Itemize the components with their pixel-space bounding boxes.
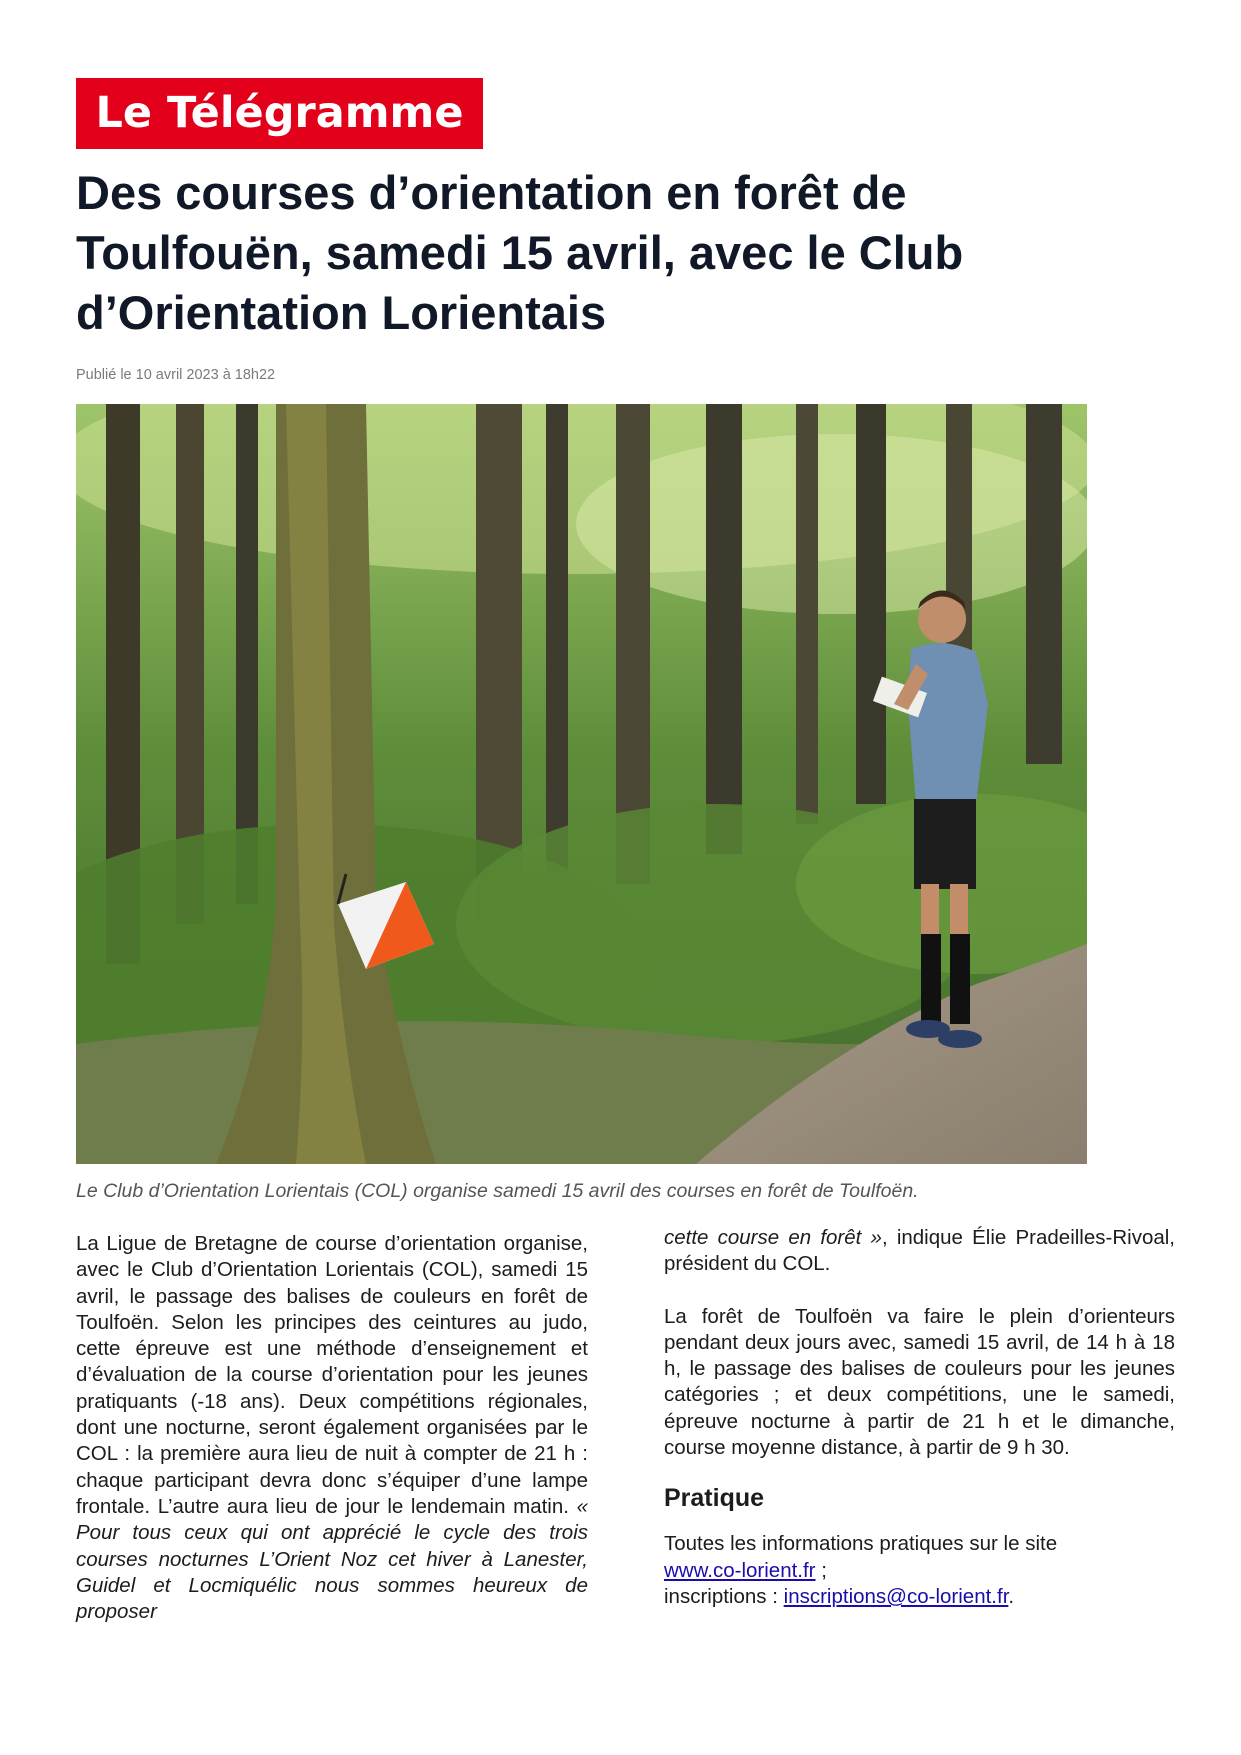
intro-paragraph (76, 1231, 588, 1625)
publish-date: Publié le 10 avril 2023 à 18h22 (76, 367, 276, 383)
article-column-left (76, 1231, 588, 1625)
article-photo (76, 404, 1087, 1164)
website-link[interactable]: www.co-lorient.fr (664, 1558, 816, 1582)
brand-logo[interactable]: Le Télégramme (76, 78, 483, 149)
email-link[interactable]: inscriptions@co-lorient.fr (783, 1584, 1009, 1608)
quote-continuation (664, 1225, 1175, 1278)
email-suffix: . (1008, 1584, 1015, 1608)
quote-part-2: cette course en forêt » (664, 1226, 882, 1249)
practical-text: Toutes les informations pratiques sur le site (664, 1532, 1058, 1556)
article-column-right (664, 1225, 1175, 1610)
intro-text: La Ligue de Bretagne de course d’orientation organise, avec le Club d’Orientation Lorientais (COL), samedi 15 avril, le passage des balises de couleurs en forêt de Toulfoën. Selon les principes des ceintures au judo, cette épreuve est une méthode d’enseignement et d’évaluation de la course d’orientation pour les jeunes pratiquants (-18 ans). Deux compétitions régionales, dont une nocturne, seront également organisées par le COL : la première aura lieu de nuit à compter de 21 h : chaque participant devra donc s’équiper d’une lampe frontale. L’autre aura lieu de jour le lendemain matin. (76, 1232, 588, 1518)
website-suffix: ; (815, 1558, 827, 1582)
quote-part-1: « Pour tous ceux qui ont apprécié le cycle des trois courses nocturnes L’Orient Noz cet hiver à Lanester, Guidel et Locmiquélic nous sommes heureux de proposer (76, 1494, 588, 1624)
practical-heading: Pratique (664, 1484, 765, 1513)
practical-info (664, 1531, 1175, 1610)
quote-attribution: , indique Élie Pradeilles-Rivoal, président du COL. (664, 1226, 1175, 1276)
inscriptions-label: inscriptions : (664, 1584, 784, 1608)
schedule-paragraph: La forêt de Toulfoën va faire le plein d’orienteurs pendant deux jours avec, samedi 15 avril, de 14 h à 18 h, le passage des balises de couleurs pour les jeunes catégories ; et deux compétitions, une le samedi, épreuve nocturne à partir de 21 h et le dimanche, course moyenne distance, à partir de 9 h 30. (664, 1304, 1175, 1460)
article-title: Des courses d’orientation en forêt de Toulfouën, samedi 15 avril, avec le Club d’Orientation Lorientais (76, 166, 964, 339)
photo-caption: Le Club d’Orientation Lorientais (COL) organise samedi 15 avril des courses en forêt de Toulfoën. (76, 1180, 919, 1202)
